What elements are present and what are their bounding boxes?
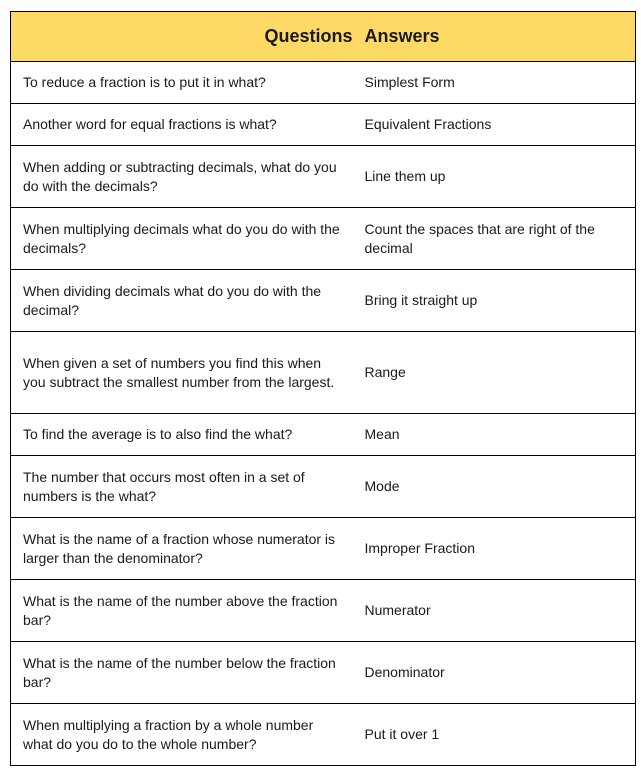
answer-cell: Mean: [353, 414, 636, 456]
answers-header: Answers: [353, 12, 636, 62]
question-cell: What is the name of a fraction whose numerator is larger than the denominator?: [11, 518, 353, 580]
answer-cell: Numerator: [353, 580, 636, 642]
qa-table-container: [10, 11, 635, 766]
question-cell: What is the name of the number below the fraction bar?: [11, 642, 353, 704]
table-row: [11, 208, 636, 270]
questions-header: [11, 12, 353, 62]
table-row: [11, 332, 636, 414]
answer-cell: Improper Fraction: [353, 518, 636, 580]
table-row: [11, 580, 636, 642]
table-row: [11, 270, 636, 332]
answer-cell: Put it over 1: [353, 704, 636, 766]
question-cell: When multiplying a fraction by a whole number what do you do to the whole number?: [11, 704, 353, 766]
question-cell: To find the average is to also find the what?: [11, 414, 353, 456]
question-cell: When multiplying decimals what do you do with the decimals?: [11, 208, 353, 270]
table-header-row: [11, 12, 636, 62]
question-cell: To reduce a fraction is to put it in what?: [11, 62, 353, 104]
answer-cell: Denominator: [353, 642, 636, 704]
table-row: [11, 456, 636, 518]
question-cell: When given a set of numbers you find this when you subtract the smallest number from the largest.: [11, 332, 353, 414]
questions-header-label: Questions: [264, 26, 353, 46]
table-row: [11, 104, 636, 146]
table-row: [11, 518, 636, 580]
question-cell: What is the name of the number above the fraction bar?: [11, 580, 353, 642]
question-cell: The number that occurs most often in a set of numbers is the what?: [11, 456, 353, 518]
answer-cell: Range: [353, 332, 636, 414]
answer-cell: Bring it straight up: [353, 270, 636, 332]
question-cell: Another word for equal fractions is what?: [11, 104, 353, 146]
answer-cell: Mode: [353, 456, 636, 518]
table-row: [11, 704, 636, 766]
question-cell: When dividing decimals what do you do with the decimal?: [11, 270, 353, 332]
answer-cell: Count the spaces that are right of the decimal: [353, 208, 636, 270]
table-row: [11, 642, 636, 704]
answer-cell: Equivalent Fractions: [353, 104, 636, 146]
question-cell: When adding or subtracting decimals, what do you do with the decimals?: [11, 146, 353, 208]
answer-cell: Line them up: [353, 146, 636, 208]
table-row: [11, 146, 636, 208]
table-row: [11, 62, 636, 104]
answer-cell: Simplest Form: [353, 62, 636, 104]
qa-table: [10, 11, 636, 766]
table-row: [11, 414, 636, 456]
